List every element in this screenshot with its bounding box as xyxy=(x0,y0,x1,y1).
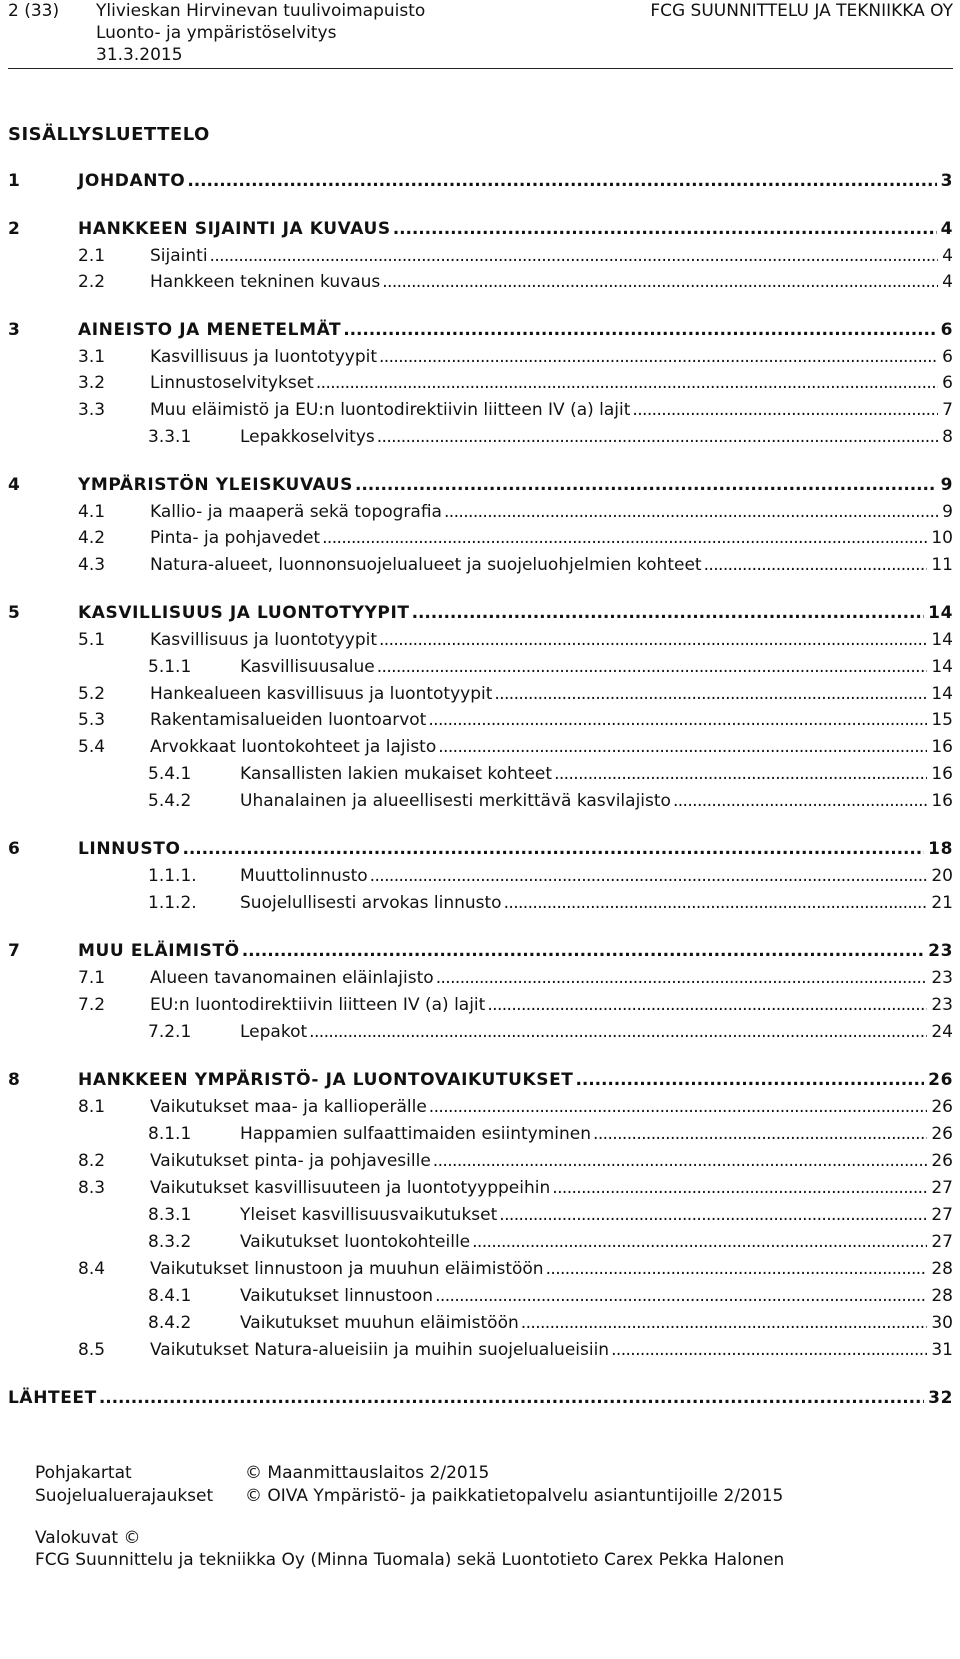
toc-dot-leader xyxy=(593,1124,927,1144)
toc-entry[interactable] xyxy=(8,400,953,426)
toc-entry-title: Hankealueen kasvillisuus ja luontotyypit xyxy=(150,684,493,704)
toc-entry-title: Alueen tavanomainen eläinlajisto xyxy=(150,968,434,988)
toc-entry-title: Muuttolinnusto xyxy=(240,866,368,886)
toc-dot-leader xyxy=(472,1232,927,1252)
toc-entry-page: 30 xyxy=(931,1313,953,1333)
toc-dot-leader xyxy=(704,555,928,575)
toc-dot-leader xyxy=(438,737,927,757)
toc-entry-number: 5.3 xyxy=(78,710,106,730)
toc-entry[interactable] xyxy=(8,1286,953,1312)
toc-entry-page: 26 xyxy=(931,1124,953,1144)
photos-credit: FCG Suunnittelu ja tekniikka Oy (Minna Tuomala) sekä Luontotieto Carex Pekka Halonen xyxy=(35,1550,785,1570)
toc-entry[interactable] xyxy=(8,373,953,399)
toc-entry-number: 8.3.1 xyxy=(148,1205,192,1225)
toc-entry-number: 5.1 xyxy=(78,630,106,650)
toc-entry[interactable] xyxy=(8,893,953,919)
toc-dot-leader xyxy=(322,528,927,548)
toc-entry-title: Vaikutukset linnustoon xyxy=(240,1286,434,1306)
toc-entry-number: 1.1.1. xyxy=(148,866,197,886)
toc-entry[interactable] xyxy=(8,1022,953,1048)
toc-entry-number: 5 xyxy=(8,603,21,623)
toc-dot-leader xyxy=(355,475,937,495)
toc-dot-leader xyxy=(428,710,927,730)
toc-entry-page: 14 xyxy=(931,630,953,650)
toc-entry-page: 31 xyxy=(931,1340,953,1360)
toc-entry[interactable] xyxy=(8,968,953,994)
toc-entry[interactable] xyxy=(8,710,953,736)
toc-entry-number: 4 xyxy=(8,475,21,495)
toc-entry-number: 5.2 xyxy=(78,684,106,704)
toc-dot-leader xyxy=(504,893,928,913)
toc-entry-number: 3.3.1 xyxy=(148,427,192,447)
toc-entry-title: Happamien sulfaattimaiden esiintyminen xyxy=(240,1124,592,1144)
toc-entry-page: 14 xyxy=(928,603,953,623)
toc-entry-title: Kasvillisuus ja luontotyypit xyxy=(150,630,377,650)
toc-entry-number: 5.4 xyxy=(78,737,106,757)
toc-entry-title: Vaikutukset kasvillisuuteen ja luontotyyppeihin xyxy=(150,1178,551,1198)
toc-entry-page: 27 xyxy=(931,1232,953,1252)
toc-entry[interactable] xyxy=(8,1070,953,1096)
toc-entry-number: 3.1 xyxy=(78,347,106,367)
toc-entry-page: 26 xyxy=(928,1070,953,1090)
toc-entry-title: Lepakot xyxy=(240,1022,308,1042)
toc-dot-leader xyxy=(521,1313,928,1333)
maps-credit: © Maanmittauslaitos 2/2015 xyxy=(245,1463,490,1483)
report-name: Luonto- ja ympäristöselvitys xyxy=(96,23,337,43)
toc-entry-page: 6 xyxy=(940,320,953,340)
toc-entry-number: 1.1.2. xyxy=(148,893,197,913)
toc-entry-title: Suojelullisesti arvokas linnusto xyxy=(240,893,502,913)
toc-entry-page: 26 xyxy=(931,1151,953,1171)
toc-entry-title: Yleiset kasvillisuusvaikutukset xyxy=(240,1205,498,1225)
toc-entry-number: 6 xyxy=(8,839,21,859)
toc-entry-title: Kallio- ja maaperä sekä topografia xyxy=(150,502,442,522)
toc-entry-page: 16 xyxy=(931,764,953,784)
toc-entry-number: 8.4.2 xyxy=(148,1313,192,1333)
toc-entry-number: 8.1 xyxy=(78,1097,106,1117)
toc-entry-page: 9 xyxy=(940,475,953,495)
toc-entry-title: HANKKEEN YMPÄRISTÖ- JA LUONTOVAIKUTUKSET xyxy=(78,1070,574,1090)
toc-entry-title: EU:n luontodirektiivin liitteen IV (a) lajit xyxy=(150,995,486,1015)
toc-dot-leader xyxy=(393,219,937,239)
toc-entry-page: 23 xyxy=(928,941,953,961)
toc-entry-title: KASVILLISUUS JA LUONTOTYYPIT xyxy=(78,603,410,623)
toc-entry-title: Rakentamisalueiden luontoarvot xyxy=(150,710,427,730)
toc-entry-title: Muu eläimistö ja EU:n luontodirektiivin liitteen IV (a) lajit xyxy=(150,400,631,420)
toc-entry[interactable] xyxy=(8,791,953,817)
toc-entry[interactable] xyxy=(8,1151,953,1177)
toc-entry-title: AINEISTO JA MENETELMÄT xyxy=(78,320,342,340)
toc-entry[interactable] xyxy=(8,737,953,763)
toc-entry-page: 6 xyxy=(942,347,953,367)
toc-entry-page: 4 xyxy=(942,272,953,292)
toc-entry-page: 6 xyxy=(942,373,953,393)
toc-entry[interactable] xyxy=(8,1097,953,1123)
protection-credit: © OIVA Ympäristö- ja paikkatietopalvelu asiantuntijoille 2/2015 xyxy=(245,1486,784,1506)
toc-dot-leader xyxy=(435,1286,927,1306)
toc-dot-leader xyxy=(379,347,938,367)
toc-entry-page: 11 xyxy=(931,555,953,575)
toc-entry[interactable] xyxy=(8,171,953,197)
project-name: Ylivieskan Hirvinevan tuulivoimapuisto xyxy=(96,1,426,21)
toc-entry-title: Linnustoselvitykset xyxy=(150,373,314,393)
toc-entry[interactable] xyxy=(8,941,953,967)
toc-title: SISÄLLYSLUETTELO xyxy=(8,124,210,145)
toc-entry[interactable] xyxy=(8,1124,953,1150)
toc-entry-number: 4.1 xyxy=(78,502,106,522)
toc-entry-page: 16 xyxy=(931,791,953,811)
toc-dot-leader xyxy=(412,603,925,623)
toc-entry-page: 7 xyxy=(942,400,953,420)
protection-label: Suojelualuerajaukset xyxy=(35,1486,214,1506)
toc-dot-leader xyxy=(487,995,927,1015)
toc-entry[interactable] xyxy=(8,1388,953,1414)
toc-entry-number: 1 xyxy=(8,171,21,191)
toc-entry-page: 21 xyxy=(931,893,953,913)
toc-dot-leader xyxy=(611,1340,927,1360)
toc-entry-page: 15 xyxy=(931,710,953,730)
toc-entry-page: 23 xyxy=(931,995,953,1015)
toc-dot-leader xyxy=(210,246,939,266)
toc-entry[interactable] xyxy=(8,603,953,629)
toc-entry-title: Vaikutukset Natura-alueisiin ja muihin suojelualueisiin xyxy=(150,1340,610,1360)
toc-entry-title: LÄHTEET xyxy=(8,1388,97,1408)
toc-entry-number: 8.2 xyxy=(78,1151,106,1171)
toc-dot-leader xyxy=(382,272,938,292)
toc-dot-leader xyxy=(632,400,938,420)
toc-dot-leader xyxy=(673,791,927,811)
toc-entry-title: JOHDANTO xyxy=(78,171,186,191)
photos-label: Valokuvat © xyxy=(35,1528,141,1548)
header-divider xyxy=(8,68,953,69)
toc-entry-title: Natura-alueet, luonnonsuojelualueet ja suojeluohjelmien kohteet xyxy=(150,555,702,575)
toc-dot-leader xyxy=(499,1205,927,1225)
toc-entry[interactable] xyxy=(8,427,953,453)
toc-dot-leader xyxy=(377,427,938,447)
toc-entry-number: 5.4.2 xyxy=(148,791,192,811)
toc-entry-number: 2.2 xyxy=(78,272,106,292)
toc-entry-number: 8.4.1 xyxy=(148,1286,192,1306)
toc-dot-leader xyxy=(429,1097,928,1117)
toc-dot-leader xyxy=(343,320,936,340)
toc-entry-page: 4 xyxy=(942,246,953,266)
company-name: FCG SUUNNITTELU JA TEKNIIKKA OY xyxy=(650,1,953,21)
toc-entry-number: 2.1 xyxy=(78,246,106,266)
toc-entry-title: Uhanalainen ja alueellisesti merkittävä kasvilajisto xyxy=(240,791,671,811)
toc-entry-page: 10 xyxy=(931,528,953,548)
maps-label: Pohjakartat xyxy=(35,1463,132,1483)
toc-dot-leader xyxy=(433,1151,928,1171)
toc-entry-number: 7 xyxy=(8,941,21,961)
report-date: 31.3.2015 xyxy=(96,45,183,65)
toc-entry[interactable] xyxy=(8,528,953,554)
toc-entry[interactable] xyxy=(8,839,953,865)
toc-entry-title: Kasvillisuusalue xyxy=(240,657,375,677)
toc-entry-title: Vaikutukset muuhun eläimistöön xyxy=(240,1313,519,1333)
toc-entry-number: 8.4 xyxy=(78,1259,106,1279)
toc-entry-number: 3.2 xyxy=(78,373,106,393)
toc-entry-page: 23 xyxy=(931,968,953,988)
toc-entry-number: 2 xyxy=(8,219,21,239)
toc-entry-page: 24 xyxy=(931,1022,953,1042)
toc-entry[interactable] xyxy=(8,1313,953,1339)
toc-entry-page: 18 xyxy=(928,839,953,859)
toc-entry-number: 8.3 xyxy=(78,1178,106,1198)
toc-entry-page: 28 xyxy=(931,1286,953,1306)
toc-entry[interactable] xyxy=(8,657,953,683)
toc-entry[interactable] xyxy=(8,1178,953,1204)
toc-dot-leader xyxy=(379,630,927,650)
toc-entry-title: Hankkeen tekninen kuvaus xyxy=(150,272,381,292)
toc-dot-leader xyxy=(436,968,928,988)
toc-entry-title: HANKKEEN SIJAINTI JA KUVAUS xyxy=(78,219,391,239)
toc-entry-page: 9 xyxy=(942,502,953,522)
toc-entry[interactable] xyxy=(8,475,953,501)
toc-entry-title: Vaikutukset luontokohteille xyxy=(240,1232,471,1252)
toc-entry-number: 3 xyxy=(8,320,21,340)
toc-dot-leader xyxy=(494,684,927,704)
toc-entry-title: Vaikutukset linnustoon ja muuhun eläimistöön xyxy=(150,1259,544,1279)
toc-entry-number: 7.1 xyxy=(78,968,106,988)
toc-entry-page: 3 xyxy=(940,171,953,191)
toc-entry[interactable] xyxy=(8,1259,953,1285)
toc-entry[interactable] xyxy=(8,1205,953,1231)
toc-entry-number: 4.2 xyxy=(78,528,106,548)
toc-entry-title: Pinta- ja pohjavedet xyxy=(150,528,321,548)
toc-entry-title: Kansallisten lakien mukaiset kohteet xyxy=(240,764,553,784)
toc-entry-number: 7.2 xyxy=(78,995,106,1015)
toc-dot-leader xyxy=(546,1259,928,1279)
toc-entry-page: 4 xyxy=(940,219,953,239)
toc-dot-leader xyxy=(554,764,927,784)
toc-entry[interactable] xyxy=(8,272,953,298)
toc-entry-number: 5.1.1 xyxy=(148,657,192,677)
page-number: 2 (33) xyxy=(8,1,60,21)
toc-entry-title: MUU ELÄIMISTÖ xyxy=(78,941,240,961)
toc-entry[interactable] xyxy=(8,347,953,373)
toc-entry[interactable] xyxy=(8,246,953,272)
toc-entry-title: Vaikutukset maa- ja kallioperälle xyxy=(150,1097,427,1117)
toc-dot-leader xyxy=(242,941,924,961)
toc-dot-leader xyxy=(576,1070,925,1090)
toc-dot-leader xyxy=(444,502,938,522)
toc-dot-leader xyxy=(187,171,936,191)
toc-entry[interactable] xyxy=(8,866,953,892)
toc-entry-number: 8.5 xyxy=(78,1340,106,1360)
toc-entry-title: Sijainti xyxy=(150,246,208,266)
toc-entry-number: 5.4.1 xyxy=(148,764,192,784)
toc-dot-leader xyxy=(552,1178,927,1198)
toc-entry[interactable] xyxy=(8,502,953,528)
toc-entry[interactable] xyxy=(8,630,953,656)
toc-entry-number: 8.1.1 xyxy=(148,1124,192,1144)
toc-entry[interactable] xyxy=(8,555,953,581)
toc-dot-leader xyxy=(309,1022,927,1042)
toc-entry[interactable] xyxy=(8,320,953,346)
toc-dot-leader xyxy=(183,839,925,859)
toc-entry-number: 4.3 xyxy=(78,555,106,575)
toc-entry-number: 7.2.1 xyxy=(148,1022,192,1042)
toc-entry-number: 3.3 xyxy=(78,400,106,420)
toc-entry-page: 28 xyxy=(931,1259,953,1279)
toc-dot-leader xyxy=(370,866,928,886)
toc-entry-number: 8 xyxy=(8,1070,21,1090)
toc-entry-page: 27 xyxy=(931,1205,953,1225)
toc-entry[interactable] xyxy=(8,764,953,790)
toc-dot-leader xyxy=(377,657,928,677)
toc-entry[interactable] xyxy=(8,684,953,710)
toc-entry-title: LINNUSTO xyxy=(78,839,181,859)
toc-entry[interactable] xyxy=(8,1232,953,1258)
toc-entry-page: 14 xyxy=(931,657,953,677)
toc-entry-title: Lepakkoselvitys xyxy=(240,427,375,447)
toc-entry-number: 8.3.2 xyxy=(148,1232,192,1252)
toc-entry-page: 32 xyxy=(928,1388,953,1408)
toc-entry-title: Vaikutukset pinta- ja pohjavesille xyxy=(150,1151,431,1171)
toc-entry[interactable] xyxy=(8,995,953,1021)
toc-entry-page: 20 xyxy=(931,866,953,886)
toc-entry-page: 14 xyxy=(931,684,953,704)
toc-entry-title: YMPÄRISTÖN YLEISKUVAUS xyxy=(78,475,354,495)
toc-entry[interactable] xyxy=(8,1340,953,1366)
toc-entry[interactable] xyxy=(8,219,953,245)
toc-entry-page: 27 xyxy=(931,1178,953,1198)
toc-entry-page: 8 xyxy=(942,427,953,447)
toc-entry-page: 26 xyxy=(931,1097,953,1117)
toc-dot-leader xyxy=(316,373,938,393)
toc-dot-leader xyxy=(99,1388,924,1408)
toc-entry-title: Kasvillisuus ja luontotyypit xyxy=(150,347,377,367)
toc-entry-page: 16 xyxy=(931,737,953,757)
toc-entry-title: Arvokkaat luontokohteet ja lajisto xyxy=(150,737,437,757)
